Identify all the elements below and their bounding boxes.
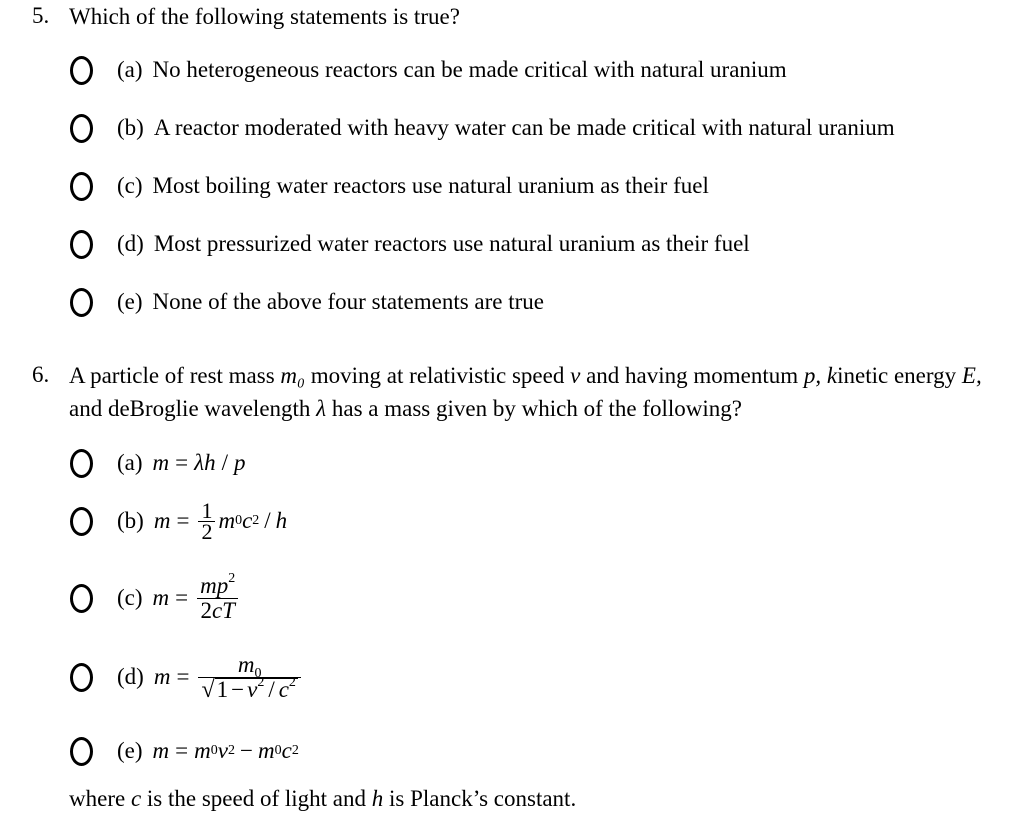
speed-symbol: v: [570, 363, 581, 388]
option-label: (d): [117, 664, 144, 689]
q6-option-d[interactable]: [70, 651, 304, 703]
option-text: Most boiling water reactors use natural uranium as their fuel: [152, 173, 709, 198]
q5-option-a[interactable]: [70, 50, 787, 90]
q6-number: 6.: [32, 362, 50, 387]
h-symbol: h: [371, 786, 384, 811]
option-text: Most pressurized water reactors use natural uranium as their fuel: [153, 231, 750, 256]
q5-option-c[interactable]: [70, 166, 709, 206]
option-label: (e): [117, 738, 143, 763]
q5-number: 5.: [32, 3, 50, 28]
radio-button[interactable]: [70, 507, 93, 536]
rest-mass-symbol: m₀: [280, 363, 306, 388]
q6-option-c[interactable]: [70, 570, 241, 623]
q6-footnote: where c is the speed of light and h is Planck’s constant.: [69, 786, 577, 811]
option-label: (b): [117, 508, 144, 533]
q6-option-e[interactable]: [70, 731, 299, 771]
option-text: None of the above four statements are true: [152, 289, 545, 314]
option-label: (a): [117, 57, 143, 82]
option-label: (c): [117, 173, 143, 198]
radio-button[interactable]: [70, 449, 93, 478]
option-label: (d): [117, 231, 144, 256]
q5-option-d[interactable]: [70, 224, 750, 264]
radio-button[interactable]: [70, 114, 93, 143]
option-text: A reactor moderated with heavy water can be made critical with natural uranium: [153, 115, 895, 140]
q6-question: A particle of rest mass m₀ moving at relativistic speed v and having momentum p, kinetic energy E, and deBroglie wavelength λ has a mass given by which of the following?: [69, 363, 982, 421]
radio-button[interactable]: [70, 56, 93, 85]
q5-question: Which of the following statements is true?: [69, 4, 460, 29]
option-label: (b): [117, 115, 144, 140]
lambda-symbol: λ: [316, 396, 327, 421]
energy-symbol: E,: [961, 363, 982, 388]
radio-button[interactable]: [70, 288, 93, 317]
radio-button[interactable]: [70, 172, 93, 201]
q5-option-e[interactable]: [70, 282, 544, 322]
c-symbol: c: [130, 786, 142, 811]
q5-option-b[interactable]: [70, 108, 895, 148]
radio-button[interactable]: [70, 584, 93, 613]
momentum-symbol: p,: [803, 363, 822, 388]
radio-button[interactable]: [70, 737, 93, 766]
option-label: (e): [117, 289, 143, 314]
radio-button[interactable]: [70, 230, 93, 259]
formula-e: m = m 0 v 2 − m 0 c 2: [152, 738, 299, 763]
q6-option-a[interactable]: [70, 443, 246, 483]
formula-b: m = $\frac{1}{2}$ m 0 c 2 / h: [153, 497, 288, 544]
q6-option-b[interactable]: [70, 497, 288, 544]
option-label: (a): [117, 450, 143, 475]
option-text: No heterogeneous reactors can be made critical with natural uranium: [152, 57, 787, 82]
formula-a: m = λh / p: [152, 450, 246, 475]
formula-c: m = $\frac{mp^2}{2cT}$: [153, 574, 242, 623]
radio-button[interactable]: [70, 663, 93, 692]
formula-d: m = $m_0$ √ $1 - v^2 / c^2$: [154, 653, 304, 702]
option-label: (c): [117, 585, 143, 610]
